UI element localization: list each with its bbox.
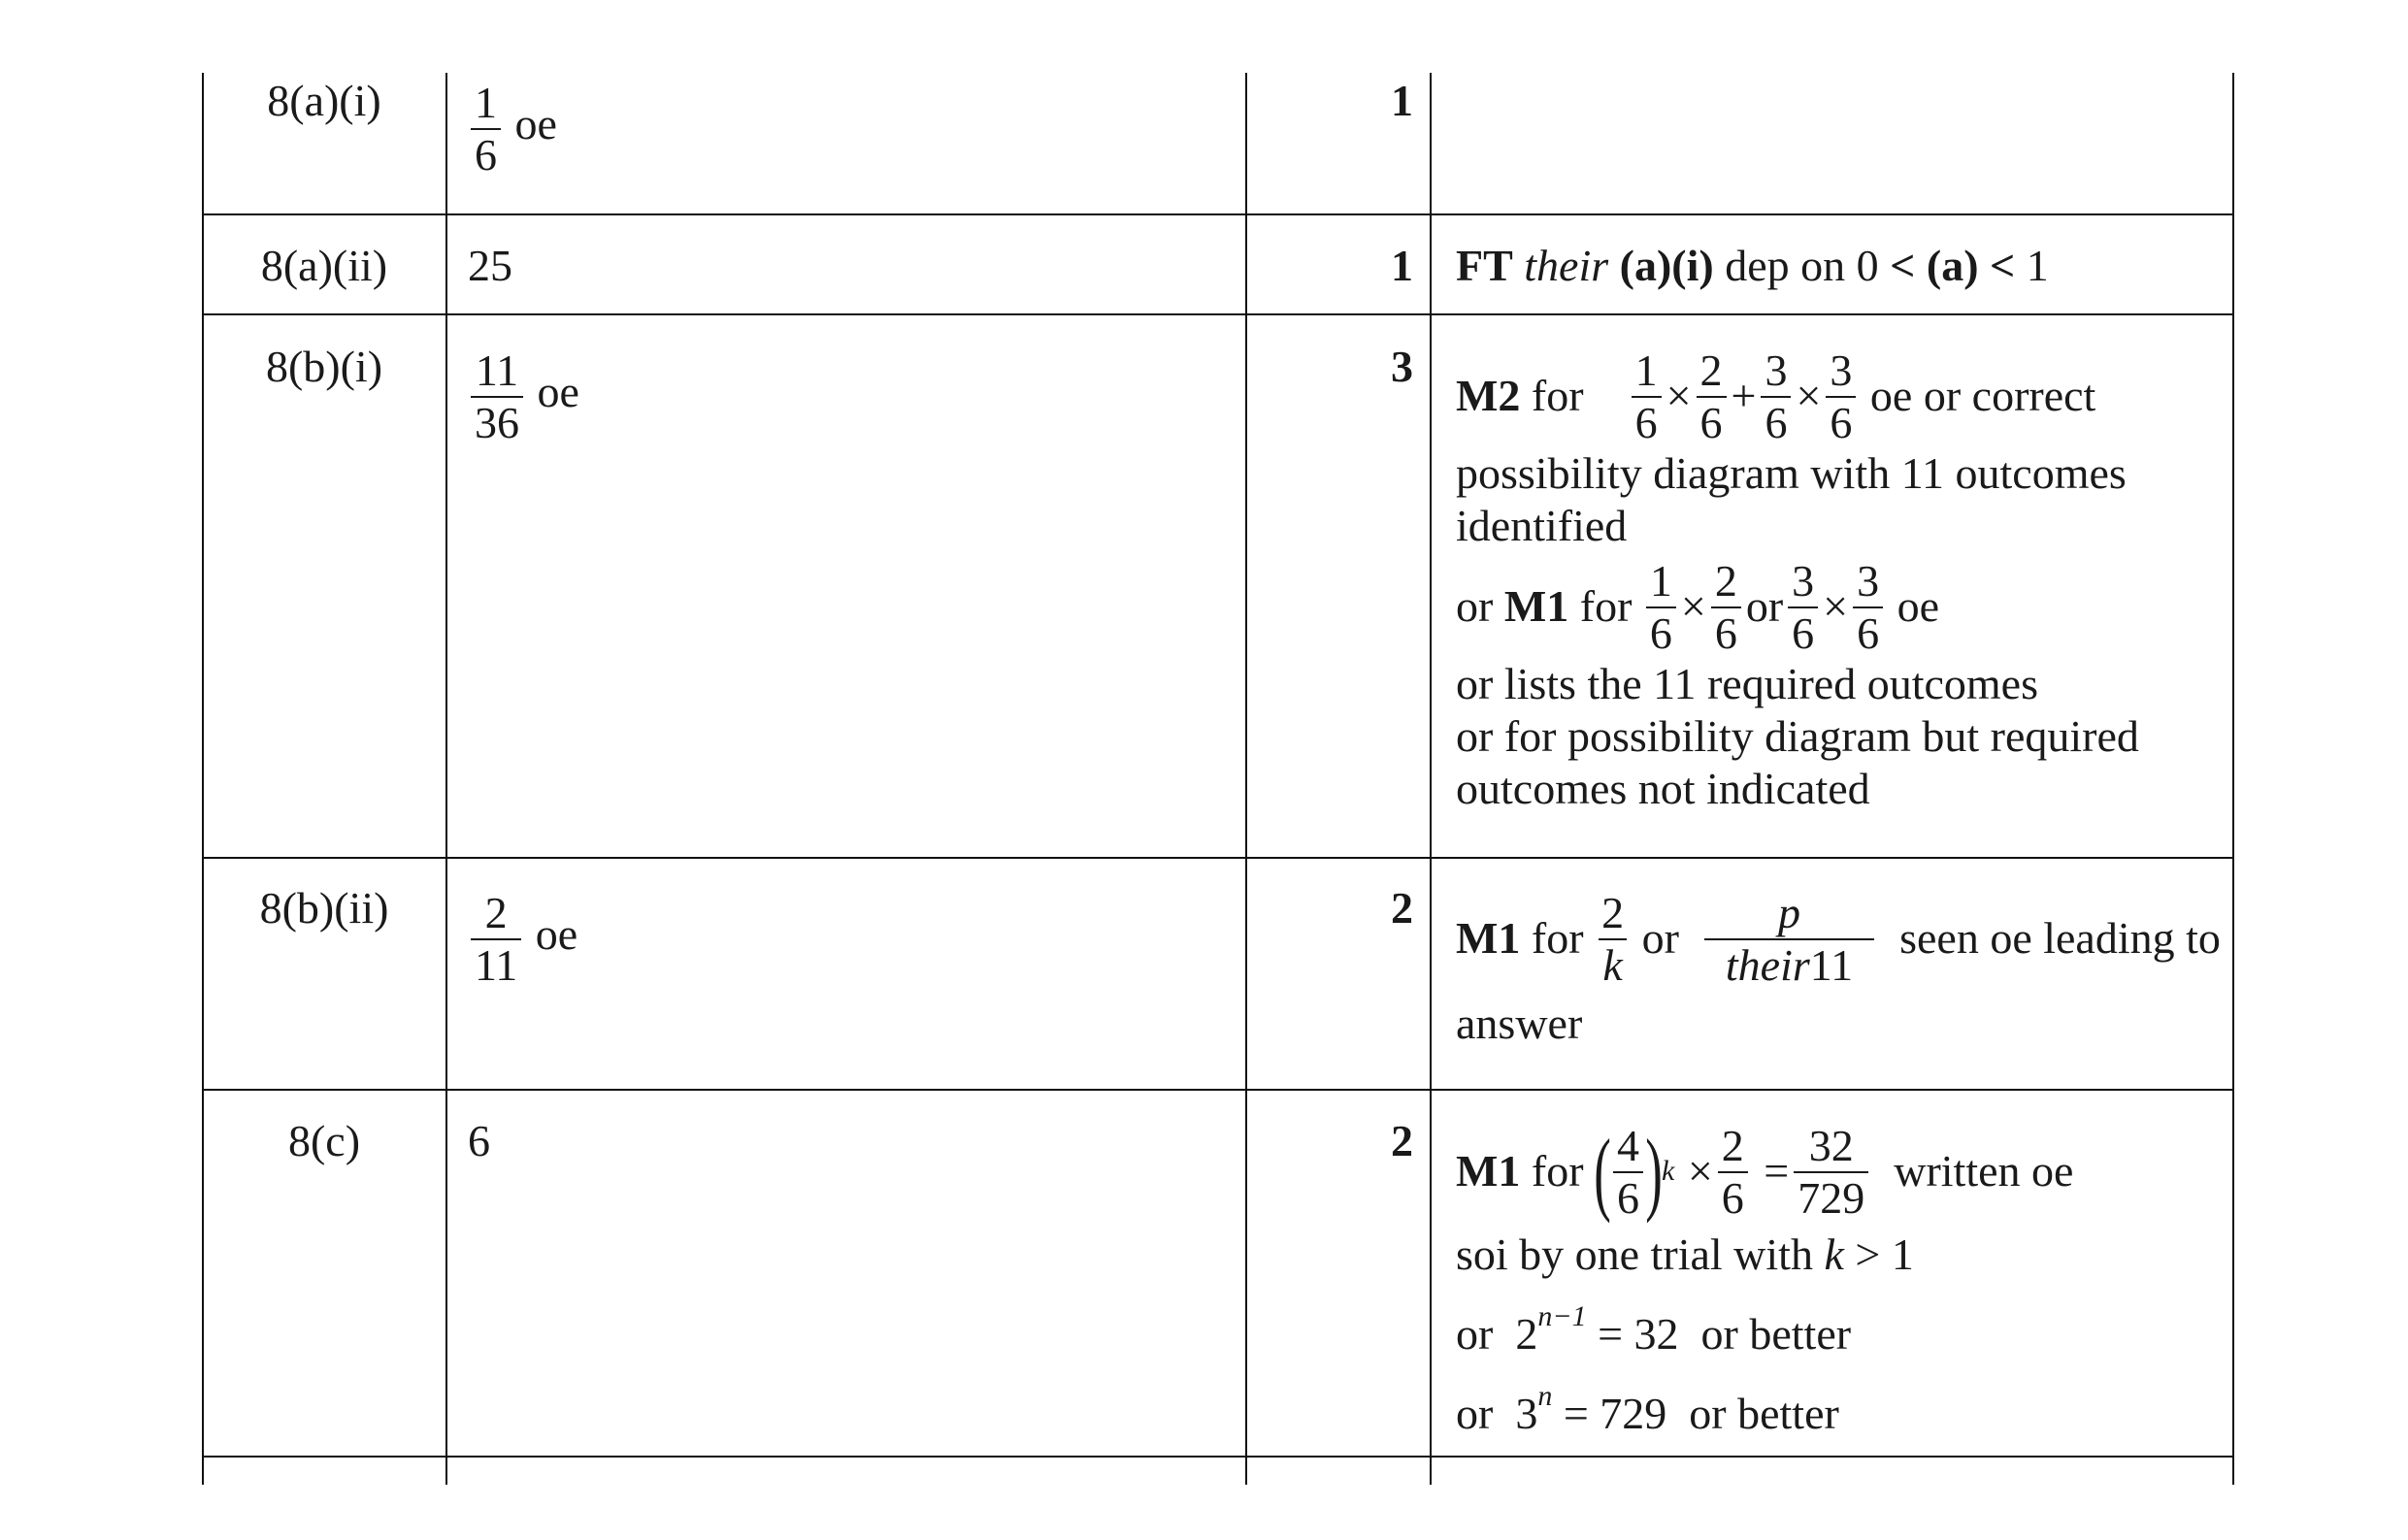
or-text: or	[1456, 581, 1494, 632]
denominator: 6	[1632, 396, 1662, 448]
question-number: 8(b)(ii)	[259, 883, 389, 933]
or-text: or	[1745, 581, 1784, 632]
answer-cell	[468, 78, 557, 180]
question-number: 8(a)(ii)	[260, 241, 388, 290]
column-divider-marks	[1430, 73, 1432, 1485]
part-reference: (a)(i)	[1619, 241, 1714, 290]
answer-suffix: oe	[537, 367, 579, 417]
base-value: 3	[1515, 1389, 1538, 1439]
guidance-text: written oe	[1894, 1146, 2074, 1196]
guidance-line	[1456, 888, 2223, 990]
times-sign: ×	[1687, 1146, 1713, 1196]
fraction	[1826, 345, 1856, 447]
numerator: 11	[475, 345, 519, 395]
fraction	[1704, 888, 1874, 990]
answer-suffix: oe	[535, 909, 578, 960]
guidance-line	[1456, 1291, 2223, 1360]
column-divider-answer	[1245, 73, 1247, 1485]
numerator: 3	[1830, 345, 1853, 395]
times-sign: ×	[1823, 581, 1849, 632]
equation-rhs: = 729	[1563, 1389, 1667, 1439]
denominator: 6	[1613, 1171, 1643, 1224]
numerator: 3	[1792, 556, 1815, 606]
denominator: 36	[471, 396, 523, 448]
guidance-line: or lists the 11 required outcomes	[1456, 659, 2038, 709]
times-sign: ×	[1666, 371, 1692, 421]
answer-cell	[468, 345, 579, 447]
denominator: 6	[1646, 606, 1676, 659]
answer-cell: 25	[468, 241, 512, 290]
right-parenthesis: )	[1645, 1119, 1663, 1224]
denominator: 729	[1794, 1171, 1868, 1224]
guidance-cell	[1456, 888, 2223, 1050]
their-text: their	[1725, 939, 1810, 990]
guidance-line	[1456, 1370, 2223, 1440]
fraction	[1718, 1121, 1748, 1223]
denominator: 6	[1711, 606, 1741, 659]
equals-sign: =	[1764, 1146, 1790, 1196]
numerator: 2	[484, 888, 508, 937]
denominator: 6	[471, 128, 501, 180]
part-reference: (a)	[1926, 241, 1979, 290]
mark-code: M2	[1456, 371, 1521, 421]
fraction	[1853, 556, 1883, 658]
guidance-text: or better	[1700, 1309, 1852, 1360]
question-number: 8(a)(i)	[267, 76, 381, 125]
denominator: 11	[471, 938, 521, 991]
base-value: 2	[1515, 1309, 1538, 1360]
bound-value: 1	[2026, 241, 2049, 290]
guidance-line: or for possibility diagram but required	[1456, 711, 2139, 762]
row-divider	[202, 1089, 2234, 1091]
answer-cell	[468, 888, 577, 990]
mark-code: M1	[1456, 1146, 1521, 1196]
answer-fraction	[471, 345, 523, 447]
denominator: 6	[1826, 396, 1856, 448]
guidance-line: possibility diagram with 11 outcomes	[1456, 448, 2127, 499]
numerator: 4	[1617, 1121, 1640, 1170]
times-sign: ×	[1796, 371, 1822, 421]
numerator: 1	[1649, 556, 1672, 606]
marks-value: 2	[1391, 883, 1413, 933]
guidance-line	[1456, 1121, 2223, 1223]
answer-fraction	[471, 888, 521, 990]
row-divider	[202, 857, 2234, 859]
fraction	[1613, 1121, 1643, 1223]
or-text: or	[1641, 913, 1679, 964]
row-divider	[202, 313, 2234, 315]
guidance-line	[1456, 556, 2223, 658]
guidance-text: seen oe leading to	[1899, 913, 2221, 964]
left-parenthesis: (	[1594, 1119, 1611, 1224]
fraction	[1697, 345, 1727, 447]
mark-code: M1	[1503, 581, 1569, 632]
guidance-text: soi by one trial with	[1456, 1229, 1813, 1280]
or-text: or	[1456, 1309, 1494, 1360]
exponent: k	[1662, 1155, 1675, 1188]
or-text: or	[1456, 1389, 1494, 1439]
denominator: 6	[1853, 606, 1883, 659]
times-sign: ×	[1680, 581, 1706, 632]
exponent: n	[1537, 1380, 1553, 1413]
less-than-sign: <	[1990, 241, 2016, 290]
less-than-sign: <	[1890, 241, 1916, 290]
plus-sign: +	[1731, 371, 1757, 421]
marks-value: 3	[1391, 342, 1413, 391]
denominator: 6	[1718, 1171, 1748, 1224]
row-divider	[202, 1456, 2234, 1458]
guidance-cell	[1456, 241, 2223, 292]
fraction	[1761, 345, 1791, 447]
answer-fraction	[471, 78, 501, 180]
marks-value: 1	[1391, 76, 1413, 125]
numerator: p	[1777, 888, 1800, 937]
ft-label: FT	[1456, 241, 1513, 290]
denominator: 6	[1788, 606, 1818, 659]
answer-cell: 6	[468, 1116, 490, 1165]
numerator: 3	[1765, 345, 1788, 395]
marks-value: 2	[1391, 1116, 1413, 1165]
fraction	[1632, 345, 1662, 447]
numerator: 2	[1721, 1121, 1744, 1170]
guidance-line: identified	[1456, 501, 1628, 551]
guidance-text: oe or correct	[1869, 371, 2096, 421]
guidance-text: or better	[1689, 1389, 1839, 1439]
numerator: 1	[475, 78, 497, 127]
answer-suffix: oe	[514, 99, 557, 149]
guidance-text: > 1	[1855, 1229, 1914, 1280]
variable-k: k	[1824, 1229, 1844, 1280]
row-divider	[202, 213, 2234, 215]
their-text: their	[1524, 241, 1609, 290]
for-text: for	[1531, 913, 1584, 964]
fraction	[1794, 1121, 1868, 1223]
denominator: 6	[1697, 396, 1727, 448]
exponent: n−1	[1537, 1300, 1587, 1333]
mark-code: M1	[1456, 913, 1521, 964]
guidance-line	[1456, 345, 2223, 447]
for-text: for	[1579, 581, 1633, 632]
denominator: k	[1599, 938, 1626, 991]
guidance-line	[1456, 1229, 2223, 1281]
numerator: 32	[1808, 1121, 1854, 1170]
oe-text: oe	[1897, 581, 1940, 632]
fraction	[1646, 556, 1676, 658]
fraction	[1711, 556, 1741, 658]
numerator: 3	[1857, 556, 1880, 606]
guidance-line: outcomes not indicated	[1456, 764, 1870, 814]
denominator: 6	[1761, 396, 1791, 448]
fraction	[1598, 888, 1628, 990]
denominator	[1704, 938, 1874, 991]
question-number: 8(c)	[287, 1116, 361, 1165]
numerator: 1	[1634, 345, 1658, 395]
numerator: 2	[1714, 556, 1737, 606]
numerator: 2	[1699, 345, 1723, 395]
question-number: 8(b)(i)	[265, 342, 383, 391]
guidance-cell	[1456, 1121, 2223, 1440]
for-text: for	[1531, 1146, 1584, 1196]
dep-text: dep on 0	[1725, 241, 1879, 290]
fraction	[1788, 556, 1818, 658]
denominator-value: 11	[1809, 939, 1854, 990]
table-border-right	[2232, 73, 2234, 1485]
numerator: 2	[1601, 888, 1625, 937]
for-text: for	[1531, 371, 1584, 421]
marks-value: 1	[1391, 241, 1413, 290]
guidance-cell	[1456, 345, 2223, 815]
equation-rhs: = 32	[1598, 1309, 1679, 1360]
guidance-line: answer	[1456, 999, 1583, 1049]
